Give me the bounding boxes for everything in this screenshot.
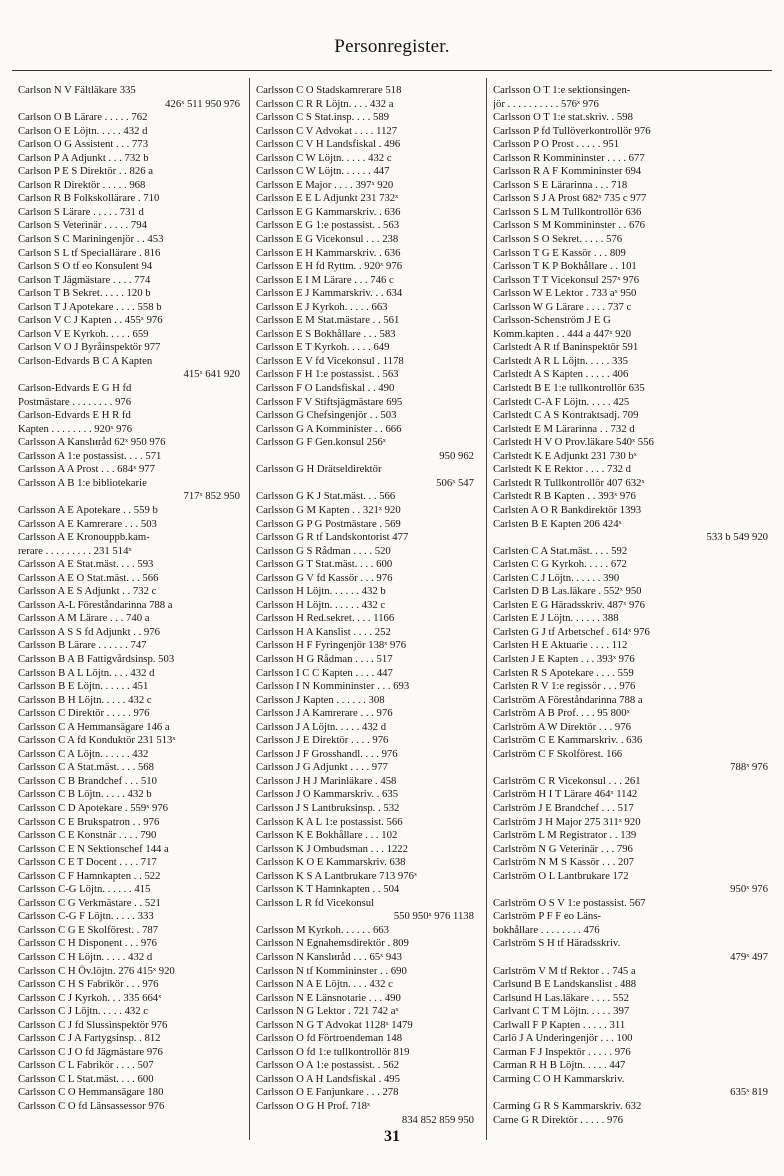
register-entry: Carlsson C G Verkmästare . . 521 — [18, 896, 161, 909]
register-entry: 415ˣ 641 920 — [183, 368, 240, 381]
register-entry: Carlsten D B Las.läkare . 552ˣ 950 — [493, 585, 642, 598]
register-entry: Carlsson R A F Kommininster 694 — [493, 165, 642, 178]
register-entry: Carlsson C R R Löjtn. . . . 432 a — [256, 97, 394, 110]
register-entry: Carlström S H tf Häradsskriv. — [493, 937, 621, 950]
register-entry: Carlsson G F Gen.konsul 256ˣ — [256, 436, 386, 449]
register-entry: Carlsson G R tf Landskontorist 477 — [256, 531, 409, 544]
register-entry: Carlson S O tf eo Konsulent 94 — [18, 260, 153, 273]
register-entry: Carlsson G Chefsingenjör . . 503 — [256, 409, 397, 422]
register-entry: 950ˣ 976 — [730, 883, 768, 896]
register-entry: Carlson S C Mariningenjör . . 453 — [18, 233, 164, 246]
register-entry: Carlsson C J Löjtn. . . . . 432 c — [18, 1005, 149, 1018]
register-entry: Carming G R S Kammarskriv. 632 — [493, 1100, 642, 1113]
register-entry: Carlö J A Underingenjör . . . 100 — [493, 1032, 633, 1045]
register-entry: Carlson V C J Kapten . . 455ˣ 976 — [18, 314, 163, 327]
register-entry: Carlsson-Schenström J E G — [493, 314, 611, 327]
register-entry: Carlsson C O Hemmansägare 180 — [18, 1086, 164, 1099]
register-entry: Carlsson F O Landsfiskal . . 490 — [256, 382, 395, 395]
register-entry: Carlsson E J Kammarskriv. . . 634 — [256, 287, 403, 300]
register-entry: Postmästare . . . . . . . . 976 — [18, 395, 132, 408]
register-entry: Carlson N V Fältläkare 335 — [18, 84, 136, 96]
register-entry: Carlsson K T Hamnkapten . . 504 — [256, 883, 400, 896]
register-entry: Carlsson E H fd Ryttm. . 920ˣ 976 — [256, 260, 403, 273]
register-entry: Carlsten E G Häradsskriv. 487ˣ 976 — [493, 598, 645, 611]
register-entry: Carlsson C J fd Slussinspektör 976 — [18, 1018, 168, 1031]
register-entry: Carlsson O G H Prof. 718ˣ — [256, 1100, 371, 1113]
register-entry: Komm.kapten . . 444 a 447ˣ 920 — [493, 327, 632, 340]
register-entry: Carlsten E J Löjtn. . . . . . 388 — [493, 612, 619, 625]
register-entry: Carlson R B Folkskollärare . 710 — [18, 192, 160, 205]
register-entry: Carlsson C H Löjtn. . . . . 432 d — [18, 951, 153, 963]
register-entry: Carlsson H A Kanslist . . . . 252 — [256, 625, 391, 638]
register-entry: Carlson-Edvards B C A Kapten — [18, 354, 153, 367]
register-entry: Carlsson A 1:e postassist. . . . 571 — [18, 449, 162, 462]
register-entry: 426ˣ 511 950 976 — [165, 97, 240, 110]
register-entry: Carlström J E Brandchef . . . 517 — [493, 801, 634, 814]
register-entry: Carlsson A E Kamrerare . . . 503 — [18, 517, 157, 530]
register-entry: Carlström A W Direktör . . . 976 — [493, 720, 631, 733]
register-entry: Carlsson G P G Postmästare . 569 — [256, 517, 401, 530]
register-entry: Carlström O L Lantbrukare 172 — [493, 869, 629, 882]
register-entry: Carlsson O A H Landsfiskal . 495 — [256, 1072, 400, 1085]
register-entry: Carlsson O A 1:e postassist. . 562 — [256, 1059, 400, 1072]
register-entry: Carlström C F Skolförest. 166 — [493, 747, 623, 760]
register-entry: Carlsson N Kanslиråd . . . 65ˣ 943 — [256, 951, 402, 963]
register-entry: Carlsund H Las.läkare . . . . 552 — [493, 991, 629, 1004]
register-entry: Carlsson E G Vicekonsul . . . 238 — [256, 233, 399, 246]
register-entry: Carlsson T K P Bokhållare . . 101 — [493, 260, 637, 273]
register-entry: Carlsson J O Kammarskriv. . 635 — [256, 788, 399, 801]
register-entry: Carlsson A Kanslиråd 62ˣ 950 976 — [18, 436, 166, 449]
register-entry: Carlson S Lärare . . . . . 731 d — [18, 205, 144, 218]
register-entry: Carlsson J G Adjunkt . . . . 977 — [256, 761, 388, 774]
register-entry: Carlsson A E S Adjunkt . . 732 c — [18, 585, 157, 598]
register-entry: 834 852 859 950 — [401, 1113, 474, 1126]
register-entry: rerare . . . . . . . . . 231 514ˣ — [18, 544, 132, 557]
register-entry: Carlsson E M Stat.mästare . . 561 — [256, 314, 400, 327]
register-entry: Carlsson E T Kyrkoh. . . . . 649 — [256, 341, 390, 354]
register-entry: Carlström P F F eo Läns- — [493, 910, 601, 923]
register-entry: Carlsson C E T Docent . . . . 717 — [18, 856, 157, 869]
register-entry: Carlsson C H Disponent . . . 976 — [18, 937, 157, 950]
register-entry: Carlson S Veterinär . . . . . 794 — [18, 219, 147, 232]
register-entry: Carlson T Jägmästare . . . . 774 — [18, 273, 151, 286]
register-entry: Carlsten G J tf Arbetschef . 614ˣ 976 — [493, 625, 650, 638]
register-entry: Carlsson I C C Kapten . . . . 447 — [256, 666, 393, 679]
register-entry: Carlsson C W Löjtn. . . . . . 447 — [256, 165, 390, 178]
register-entry: Carlson O E Löjtn. . . . . 432 d — [18, 124, 148, 137]
register-entry: Carlsten C G Kyrkoh. . . . . 672 — [493, 558, 627, 571]
register-entry: Carlsson C H Öv.löjtn. 276 415ˣ 920 — [18, 964, 175, 977]
register-entry: Carlson O B Lärare . . . . . 762 — [18, 111, 148, 124]
register-entry: Carlsson E V fd Vicekonsul . 1178 — [256, 354, 404, 367]
register-entry: Carlsson C J O fd Jägmästare 976 — [18, 1045, 163, 1058]
register-entry: Carlsson B H Löjtn. . . . . 432 c — [18, 693, 152, 706]
register-entry: Carlsson O E Fanjunkare . . . 278 — [256, 1086, 399, 1099]
register-entry: Carlsson C S Stat.insp. . . . 589 — [256, 111, 390, 124]
register-entry: Carlsson J A Löjtn. . . . . 432 d — [256, 720, 387, 733]
register-entry: Carlsson B A L Löjtn. . . . 432 d — [18, 666, 155, 679]
register-entry: Carlsten R V 1:e regissör . . . 976 — [493, 680, 636, 693]
register-entry: Carlsten C A Stat.mäst. . . . 592 — [493, 544, 628, 557]
register-entry: Carlsson C Direktör . . . . . 976 — [18, 707, 150, 720]
page-number: 31 — [384, 1128, 400, 1145]
register-entry: Carlström N M S Kassör . . . 207 — [493, 856, 635, 869]
register-entry: Carlsson E S Bokhållare . . . 583 — [256, 327, 396, 340]
register-entry: Carlsson A A Prost . . . 684ˣ 977 — [18, 463, 155, 476]
register-entry: Carlström J H Major 275 311ˣ 920 — [493, 815, 641, 828]
register-entry: 950 962 — [439, 449, 474, 462]
register-entry: Carlström N G Veterinär . . . 796 — [493, 842, 633, 855]
register-entry: Carlsson N G Lektor . 721 742 aˣ — [256, 1005, 399, 1018]
register-entry: Carlsson F V Stiftsjägmästare 695 — [256, 395, 403, 408]
register-entry: Carlsson J S Lantbruksinsp. . 532 — [256, 801, 400, 814]
register-entry: Carlsson A E Apotekare . . 559 b — [18, 503, 158, 516]
register-entry: Carlsson T T Vicekonsul 257ˣ 976 — [493, 273, 640, 286]
register-entry: Carlson P E S Direktör . . 826 a — [18, 165, 153, 178]
register-entry: Carlsson A B 1:e bibliotekarie — [18, 476, 147, 489]
register-entry: Carlsten H E Aktuarie . . . . 112 — [493, 639, 628, 652]
register-entry: Carlsson O fd 1:e tullkontrollör 819 — [256, 1045, 410, 1058]
register-entry: Carlsson A E O Stat.mäst. . . 566 — [18, 571, 159, 584]
register-entry: Carlstedt R Tullkontrollör 407 632ˣ — [493, 476, 645, 489]
register-entry: Carlsson N Egnahemsdirektör . 809 — [256, 937, 409, 950]
register-entry: Carlsson R Kommininster . . . . 677 — [493, 151, 645, 164]
register-entry: Carlsson K A L 1:e postassist. 566 — [256, 815, 403, 828]
register-entry: Carlson R Direktör . . . . . 968 — [18, 178, 146, 191]
register-entry: Carlström C E Kammarskriv. . 636 — [493, 734, 643, 747]
register-entry: Carlsson N tf Kommininster . . 690 — [256, 964, 407, 977]
register-entry: Carlsson A E Kronouppb.kam- — [18, 531, 150, 544]
register-entry: Carlsson C D Apotekare . 559ˣ 976 — [18, 801, 169, 814]
register-entry: Carlsson K E Bokhållare . . . 102 — [256, 829, 398, 842]
register-entry: 479ˣ 497 — [730, 951, 768, 963]
register-entry: 635ˣ 819 — [730, 1086, 768, 1099]
register-entry: Carman R H B Löjtn. . . . . 447 — [493, 1059, 626, 1072]
register-entry: Carlsson C A Stat.mäst. . . . 568 — [18, 761, 154, 774]
register-entry: Carlsson O T 1:e sektionsingen- — [493, 84, 631, 96]
register-entry: Carming C O H Kammarskriv. — [493, 1072, 625, 1085]
register-entry: Carlsson O fd Förtroendeman 148 — [256, 1032, 403, 1045]
register-entry: Carlson-Edvards E G H fd — [18, 382, 132, 395]
register-entry: Carlsson A E Stat.mäst. . . . 593 — [18, 558, 154, 571]
register-entry: Carlsson C H S Fabrikör . . . 976 — [18, 978, 159, 991]
register-entry: 533 b 549 920 — [706, 531, 768, 544]
register-entry: Carlstedt R B Kapten . . 393ˣ 976 — [493, 490, 636, 503]
register-entry: Carlsson F H 1:e postassist. . 563 — [256, 368, 399, 381]
register-entry: Carlstedt A R tf Baninspektör 591 — [493, 341, 639, 354]
register-entry: 550 950ˣ 976 1138 — [393, 910, 474, 923]
register-entry: Carlson P A Adjunkt . . . 732 b — [18, 151, 149, 164]
register-entry: Carlstedt C A S Kontraktsadj. 709 — [493, 409, 639, 422]
register-entry: Carlsson C G E Skolförest. . 787 — [18, 923, 159, 936]
register-entry: Carlsten A O R Bankdirektör 1393 — [493, 503, 642, 516]
register-entry: Carne G R Direktör . . . . . 976 — [493, 1113, 624, 1126]
register-entry: Carlsson S J A Prost 682ˣ 735 c 977 — [493, 192, 647, 205]
register-entry: Carlstedt K E Rektor . . . . 732 d — [493, 463, 632, 476]
register-entry: Carlsson E E L Adjunkt 231 732ˣ — [256, 192, 399, 205]
register-entry: Carlström H I T Lärare 464ˣ 1142 — [493, 788, 638, 801]
register-entry: Carlsson G T Stat.mäst. . . . 600 — [256, 558, 393, 571]
register-entry: Carlsson C L Fabrikör . . . . 507 — [18, 1059, 154, 1072]
register-entry: Carlsson C L Stat.mäst. . . . 600 — [18, 1072, 154, 1085]
register-entry: Carlsson C E Konstnär . . . . 790 — [18, 829, 157, 842]
register-entry: Carlsson E G 1:e postassist. . 563 — [256, 219, 400, 232]
register-entry: Carlsson C W Löjtn. . . . . 432 c — [256, 151, 392, 164]
register-entry: bokhållare . . . . . . . . 476 — [493, 923, 600, 936]
register-entry: Carlsson J Kapten . . . . . . 308 — [256, 693, 385, 706]
register-entry: Carlstedt E M Lärarinna . . 732 d — [493, 422, 635, 435]
register-entry: Carlström C R Vicekonsul . . . 261 — [493, 774, 641, 787]
register-entry: Carlsson E H Kammarskriv. . 636 — [256, 246, 401, 259]
register-entry: Carlsson J H J Marinläkare . 458 — [256, 774, 397, 787]
register-entry: Carlsson H F Fyringenjör 138ˣ 976 — [256, 639, 407, 652]
register-entry: Carlsson N E Länsnotarie . . . 490 — [256, 991, 401, 1004]
register-entry: Carlsson S E Lärarinna . . . 718 — [493, 178, 628, 191]
register-entry: Carlsson C J Kyrkoh. . . 335 664ˣ — [18, 991, 162, 1004]
register-entry: Carlsson C B Brandchef . . . 510 — [18, 774, 157, 787]
register-entry: Carlsson S O Sekret. . . . . 576 — [493, 233, 623, 246]
register-entry: Carlstedt B E 1:e tullkontrollör 635 — [493, 382, 645, 395]
register-entry: Carlsson W E Lektor . 733 aˣ 950 — [493, 287, 637, 300]
register-entry: 506ˣ 547 — [436, 476, 474, 489]
register-entry: 788ˣ 976 — [730, 761, 768, 774]
register-entry: Carlsson G S Rådman . . . . 520 — [256, 544, 391, 557]
register-entry: Carlson-Edvards E H R fd — [18, 409, 131, 422]
register-entry: Carlstedt H V O Prov.läkare 540ˣ 556 — [493, 436, 654, 449]
register-entry: Carlsson E J Kyrkoh. . . . . 663 — [256, 300, 388, 313]
register-entry: Carlsson G V fd Kassör . . . 976 — [256, 571, 393, 584]
register-entry: Carlsson C J A Fartygsinsp. . 812 — [18, 1032, 161, 1045]
register-entry: Carlsson B A B Fattigvårdsinsp. 503 — [18, 652, 175, 665]
register-entry: Carlström O S V 1:e postassist. 567 — [493, 896, 646, 909]
register-entry: Carlsson O T 1:e stat.skriv. . 598 — [493, 111, 633, 124]
register-entry: Carlson V E Kyrkoh. . . . . 659 — [18, 327, 149, 340]
register-entry: Carlsten C J Löjtn. . . . . . 390 — [493, 571, 620, 584]
register-entry: Carman F J Inspektör . . . . . 976 — [493, 1045, 631, 1058]
register-entry: Carlsson A S S fd Adjunkt . . 976 — [18, 625, 160, 638]
register-entry: Carlsson P fd Tullöverkontrollör 976 — [493, 124, 651, 137]
register-entry: Carlwall F P Kapten . . . . . 311 — [493, 1018, 626, 1031]
register-entry: jör . . . . . . . . . . 576ˣ 976 — [493, 97, 599, 110]
register-entry: Carlsson C V H Landsfiskal . 496 — [256, 138, 401, 151]
register-entry: Carlsson C E Brukspatron . . 976 — [18, 815, 160, 828]
register-entry: Carlson O G Assistent . . . 773 — [18, 138, 149, 151]
register-entry: Kapten . . . . . . . . 920ˣ 976 — [18, 422, 133, 435]
register-entry: Carlsson G K J Stat.mäst. . . 566 — [256, 490, 396, 503]
register-entry: Carlson T B Sekret. . . . . 120 b — [18, 287, 151, 300]
register-entry: Carlstedt A S Kapten . . . . . 406 — [493, 368, 629, 381]
column-divider — [249, 78, 250, 1140]
register-entry: Carlsson C B Löjtn. . . . . 432 b — [18, 788, 152, 801]
register-entry: Carlsson E Major . . . . 397ˣ 920 — [256, 178, 394, 191]
register-entry: Carlsson C-G F Löjtn. . . . . 333 — [18, 910, 154, 923]
register-entry: Carlsson I N Kommininster . . . 693 — [256, 680, 410, 693]
register-entry: Carlström L M Registrator . . 139 — [493, 829, 637, 842]
register-entry: Carlsson C O Stadskamrerare 518 — [256, 84, 402, 96]
register-entry: Carlström A Föreståndarinna 788 a — [493, 693, 643, 706]
register-column-2 — [256, 84, 482, 1127]
register-entry: Carlsson H G Rådman . . . . 517 — [256, 652, 393, 665]
register-entry: Carlsson A-L Föreståndarinna 788 a — [18, 598, 173, 611]
register-entry: Carlsson C F Hamnkapten . . 522 — [18, 869, 161, 882]
column-divider — [486, 78, 487, 1140]
register-entry: Carlsson E I M Lärare . . . 746 c — [256, 273, 394, 286]
register-entry: Carlsten J E Kapten . . . 393ˣ 976 — [493, 652, 635, 665]
register-entry: Carlsson H Löjtn. . . . . . 432 c — [256, 598, 386, 611]
register-entry: Carlsson K J Ombudsman . . . 1222 — [256, 842, 408, 855]
register-entry: Carlsson E G Kammarskriv. . 636 — [256, 205, 401, 218]
register-entry: Carlvant C T M Löjtn. . . . . 397 — [493, 1005, 630, 1018]
register-entry: Carlsson J F Grosshandl. . . . 976 — [256, 747, 398, 760]
register-entry: Carlsson S M Kommininster . . 676 — [493, 219, 646, 232]
header-rule — [12, 70, 772, 71]
register-entry: 717ˣ 852 950 — [183, 490, 240, 503]
register-entry: Carlsson C V Advokat . . . . 1127 — [256, 124, 398, 137]
register-entry: Carlsson C-G Löjtn. . . . . . 415 — [18, 883, 151, 896]
register-entry: Carlström A B Prof. . . . 95 800ˣ — [493, 707, 630, 720]
register-entry: Carlsson J E Direktör . . . . 976 — [256, 734, 389, 747]
register-entry: Carlsson C A fd Konduktör 231 513ˣ — [18, 734, 176, 747]
register-entry: Carlstedt K E Adjunkt 231 730 bˣ — [493, 449, 637, 462]
register-entry: Carlsson B Lärare . . . . . . 747 — [18, 639, 147, 652]
register-entry: Carlsson S L M Tullkontrollör 636 — [493, 205, 642, 218]
register-entry: Carlsson K S A Lantbrukare 713 976ˣ — [256, 869, 418, 882]
register-entry: Carlsten B E Kapten 206 424ˣ — [493, 517, 622, 530]
register-entry: Carlson T J Apotekare . . . . 558 b — [18, 300, 162, 313]
register-entry: Carlsson G M Kapten . . 321ˣ 920 — [256, 503, 401, 516]
register-entry: Carlsson J A Kamrerare . . . 976 — [256, 707, 393, 720]
register-entry: Carlsson B E Löjtn. . . . . . 451 — [18, 680, 149, 693]
page-title: Personregister. — [334, 36, 450, 57]
register-entry: Carlsson A M Lärare . . . 740 a — [18, 612, 150, 625]
register-entry: Carlsson C E N Sektionschef 144 a — [18, 842, 169, 855]
register-entry: Carlsson H Löjtn. . . . . . 432 b — [256, 585, 386, 598]
register-entry: Carlsson T G E Kassör . . . 809 — [493, 246, 626, 259]
register-entry: Carlstedt A R L Löjtn. . . . . 335 — [493, 354, 628, 367]
register-entry: Carlsson K O E Kammarskriv. 638 — [256, 856, 406, 869]
register-entry: Carlstedt C-A F Löjtn. . . . . 425 — [493, 395, 630, 408]
register-entry: Carlsson N G T Advokat 1128ˣ 1479 — [256, 1018, 413, 1031]
register-column-1 — [18, 84, 248, 1114]
register-entry: Carlsund B E Landskanslist . 488 — [493, 978, 637, 991]
register-entry: Carlsson C A Hemmansägare 146 a — [18, 720, 170, 733]
register-entry: Carlström V M tf Rektor . . 745 a — [493, 964, 636, 977]
register-column-3 — [493, 84, 776, 1127]
register-entry: Carlsson C A Löjtn. . . . . . 432 — [18, 747, 149, 760]
register-entry: Carlsson M Kyrkoh. . . . . . 663 — [256, 923, 389, 936]
register-entry: Carlsson G A Komminister . . 666 — [256, 422, 402, 435]
register-entry: Carlsson G H Drätseldirektör — [256, 463, 382, 476]
register-entry: Carlsson N A E Löjtn. . . . 432 c — [256, 978, 393, 991]
register-entry: Carlsson L R fd Vicekonsul — [256, 896, 375, 909]
register-entry: Carlsson C O fd Länsassessor 976 — [18, 1100, 165, 1113]
register-entry: Carlson S L tf Speciallärare . 816 — [18, 246, 161, 259]
register-entry: Carlsten R S Apotekare . . . . 559 — [493, 666, 634, 679]
register-entry: Carlsson W G Lärare . . . . 737 c — [493, 300, 632, 313]
register-entry: Carlson V O J Byråinspektör 977 — [18, 341, 161, 354]
register-entry: Carlsson H Red.sekret. . . . 1166 — [256, 612, 395, 625]
register-entry: Carlsson P O Prost . . . . . 951 — [493, 138, 620, 151]
